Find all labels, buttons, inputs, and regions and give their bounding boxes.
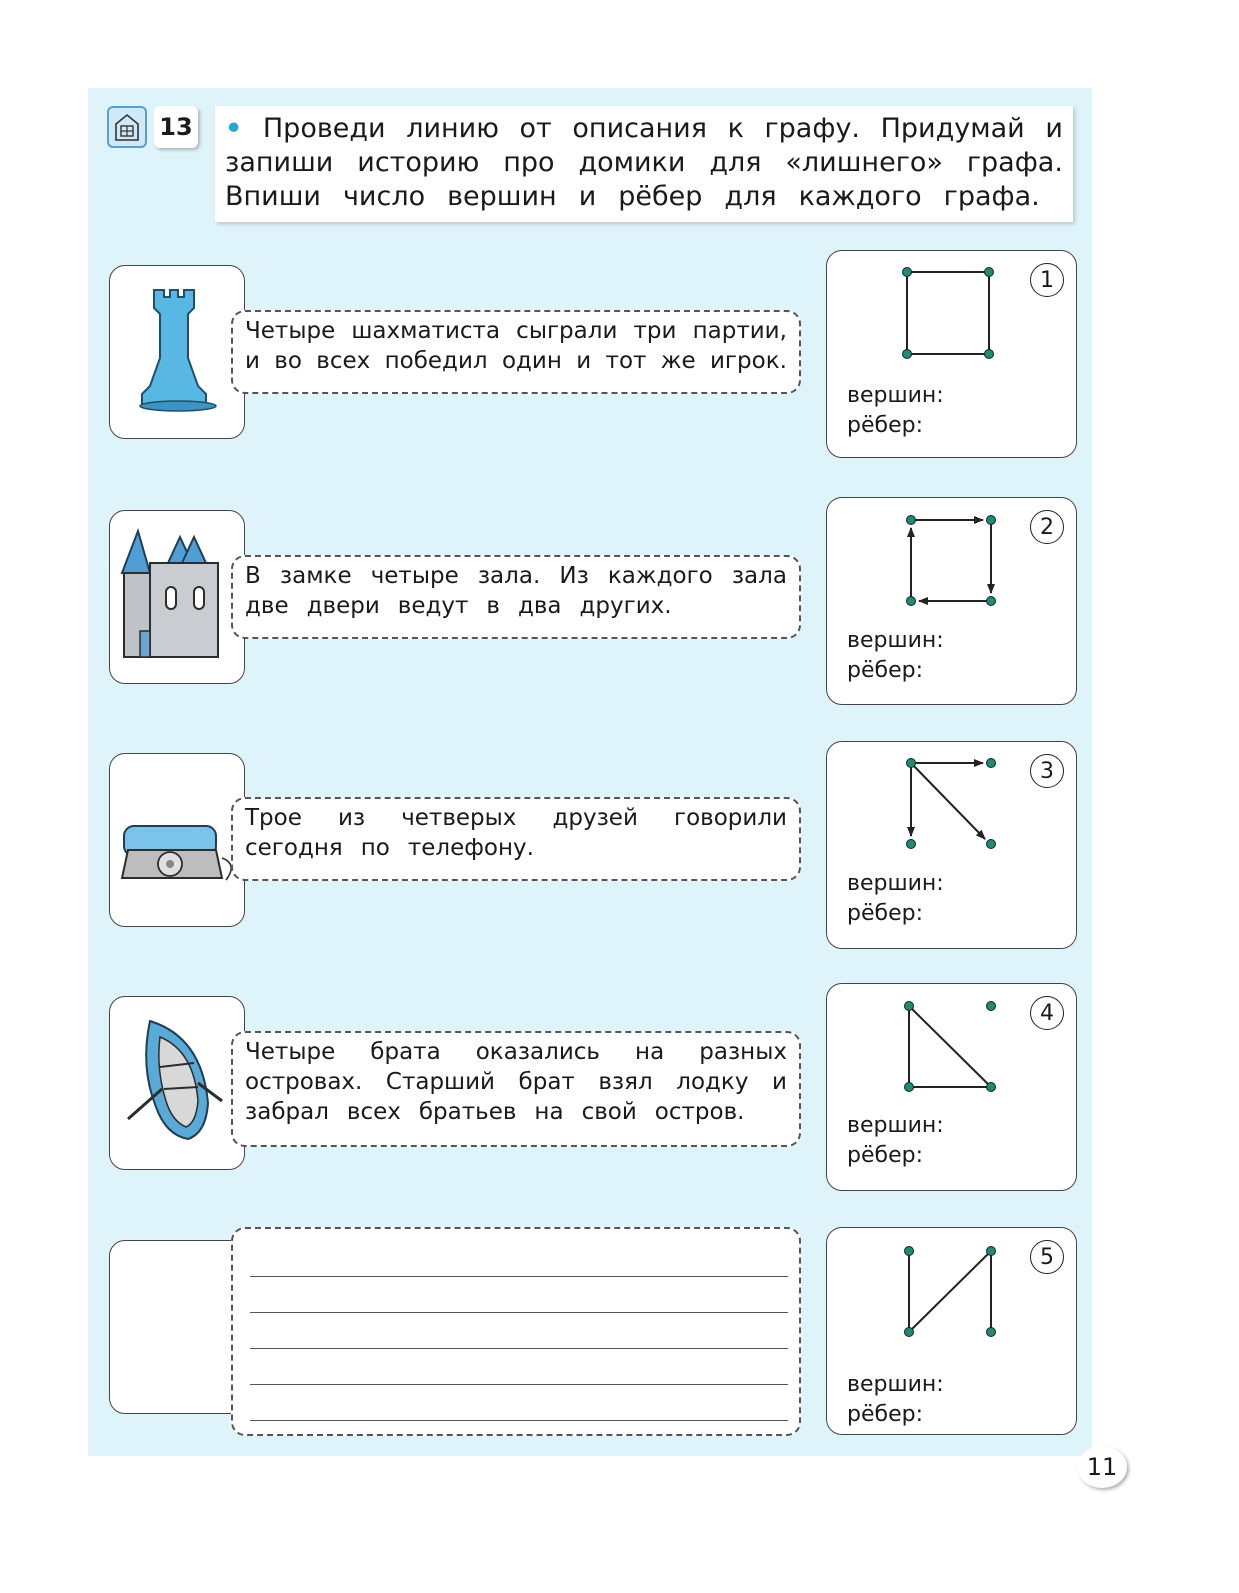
writing-line[interactable] — [250, 1348, 788, 1349]
story-line: Четыре брата оказались на разных — [245, 1039, 787, 1065]
edges-label: рёбер: — [847, 413, 923, 438]
graph-number: 3 — [1030, 754, 1064, 788]
writing-line[interactable] — [250, 1384, 788, 1385]
story-line: островах. Старший брат взял лодку и — [245, 1069, 787, 1095]
rowboat-icon — [110, 997, 246, 1171]
story-line: В замке четыре зала. Из каждого зала — [245, 563, 787, 589]
writing-area[interactable] — [231, 1227, 801, 1436]
chess-rook-icon — [110, 266, 246, 440]
graph-card-2[interactable] — [826, 497, 1077, 705]
picture-box-boat — [109, 996, 245, 1170]
vertices-label: вершин: — [847, 871, 944, 896]
story-telephone[interactable] — [231, 797, 801, 881]
vertices-label: вершин: — [847, 1372, 944, 1397]
story-line: две двери ведут в два других. — [245, 593, 672, 619]
instruction-line: запиши историю про домики для «лишнего» графа. — [225, 147, 1063, 178]
picture-box-empty[interactable] — [109, 1240, 245, 1414]
story-chess[interactable] — [231, 310, 801, 394]
picture-box-telephone — [109, 753, 245, 927]
vertices-label: вершин: — [847, 383, 944, 408]
graph-number: 5 — [1030, 1240, 1064, 1274]
story-line: Четыре шахматиста сыграли три партии, — [245, 318, 787, 344]
writing-line[interactable] — [250, 1312, 788, 1313]
vertices-label: вершин: — [847, 1113, 944, 1138]
castle-icon — [110, 511, 246, 685]
story-line: забрал всех братьев на свой остров. — [245, 1099, 745, 1125]
picture-box-chess — [109, 265, 245, 439]
instruction-line: Впиши число вершин и рёбер для каждого графа. — [225, 181, 1040, 212]
task-instruction — [215, 106, 1073, 222]
graph-number: 4 — [1030, 996, 1064, 1030]
story-boat[interactable] — [231, 1031, 801, 1147]
edges-label: рёбер: — [847, 901, 923, 926]
edges-label: рёбер: — [847, 1402, 923, 1427]
writing-line[interactable] — [250, 1276, 788, 1277]
telephone-icon — [110, 754, 246, 928]
graph-card-3[interactable] — [826, 741, 1077, 949]
story-line: сегодня по телефону. — [245, 835, 534, 861]
picture-box-castle — [109, 510, 245, 684]
graph-card-5[interactable] — [826, 1227, 1077, 1435]
story-line: Трое из четверых друзей говорили — [245, 805, 787, 831]
graph-card-4[interactable] — [826, 983, 1077, 1191]
vertices-label: вершин: — [847, 628, 944, 653]
graph-card-1[interactable] — [826, 250, 1077, 458]
writing-line[interactable] — [250, 1420, 788, 1421]
house-icon — [107, 106, 147, 148]
edges-label: рёбер: — [847, 1143, 923, 1168]
graph-number: 2 — [1030, 510, 1064, 544]
story-line: и во всех победил один и тот же игрок. — [245, 348, 787, 374]
graph-number: 1 — [1030, 263, 1064, 297]
edges-label: рёбер: — [847, 658, 923, 683]
page-number: 11 — [1077, 1446, 1127, 1488]
instruction-line: • Проведи линию от описания к графу. Придумай и — [225, 113, 1063, 144]
story-castle[interactable] — [231, 555, 801, 639]
task-number: 13 — [154, 106, 198, 148]
